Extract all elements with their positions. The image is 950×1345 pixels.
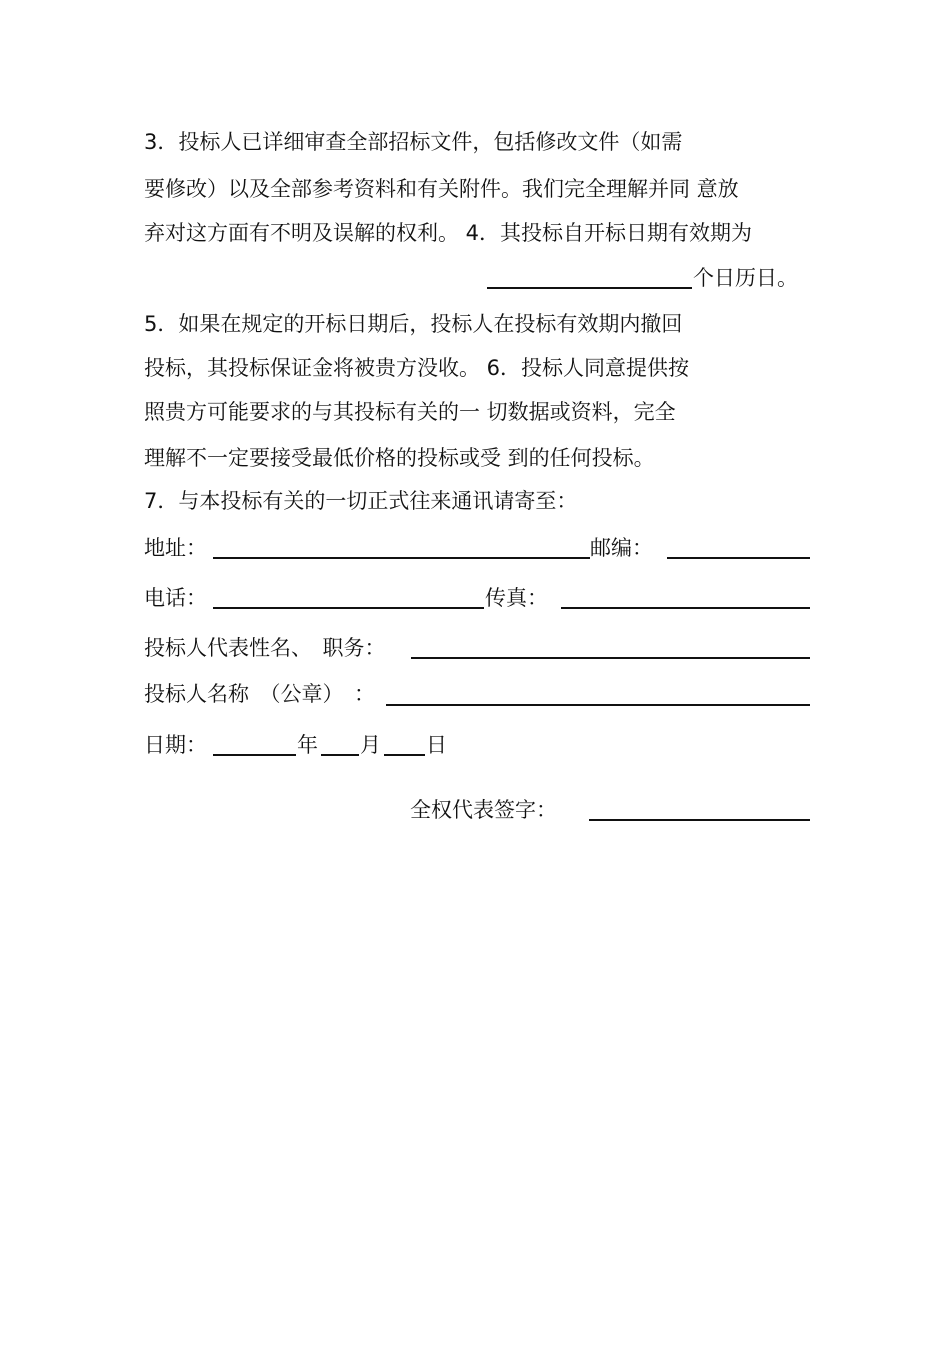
representative-label: 投标人代表性名、 职务：	[144, 636, 386, 660]
validity-days-blank[interactable]	[487, 287, 692, 289]
paragraph-6-line-2: 理解不一定要接受最低价格的投标或受 到的任何投标。	[144, 446, 655, 470]
address-blank[interactable]	[213, 557, 590, 559]
signature-blank[interactable]	[589, 819, 810, 821]
representative-blank[interactable]	[411, 657, 810, 659]
bidder-name-label: 投标人名称 （公章） ：	[144, 682, 375, 706]
address-label: 地址：	[144, 536, 207, 560]
phone-blank[interactable]	[213, 607, 484, 609]
postcode-label: 邮编：	[590, 536, 653, 560]
paragraph-5-line-2: 投标，其投标保证金将被贵方没收。 6．投标人同意提供按	[144, 356, 690, 380]
date-label: 日期：	[144, 733, 207, 757]
month-label: 月	[360, 733, 381, 757]
paragraph-7-line-1: 7．与本投标有关的一切正式往来通讯请寄至：	[144, 489, 578, 513]
fax-label: 传真：	[485, 586, 548, 610]
paragraph-3-line-2: 要修改）以及全部参考资料和有关附件。我们完全理解并同 意放	[144, 177, 739, 201]
paragraph-3-line-3: 弃对这方面有不明及误解的权利。 4．其投标自开标日期有效期为	[144, 221, 753, 245]
year-label: 年	[297, 733, 318, 757]
paragraph-5-line-1: 5．如果在规定的开标日期后，投标人在投标有效期内撤回	[144, 312, 683, 336]
day-label: 日	[426, 733, 447, 757]
validity-days-suffix: 个日历日。	[693, 266, 798, 290]
day-blank[interactable]	[384, 754, 425, 756]
month-blank[interactable]	[321, 754, 359, 756]
bidder-name-blank[interactable]	[386, 704, 810, 706]
postcode-blank[interactable]	[667, 557, 810, 559]
fax-blank[interactable]	[561, 607, 810, 609]
phone-label: 电话：	[144, 586, 207, 610]
signature-label: 全权代表签字：	[410, 798, 557, 822]
paragraph-6-line-1: 照贵方可能要求的与其投标有关的一 切数据或资料，完全	[144, 400, 676, 424]
paragraph-3-line-1: 3．投标人已详细审查全部招标文件，包括修改文件（如需	[144, 130, 683, 154]
year-blank[interactable]	[213, 754, 296, 756]
